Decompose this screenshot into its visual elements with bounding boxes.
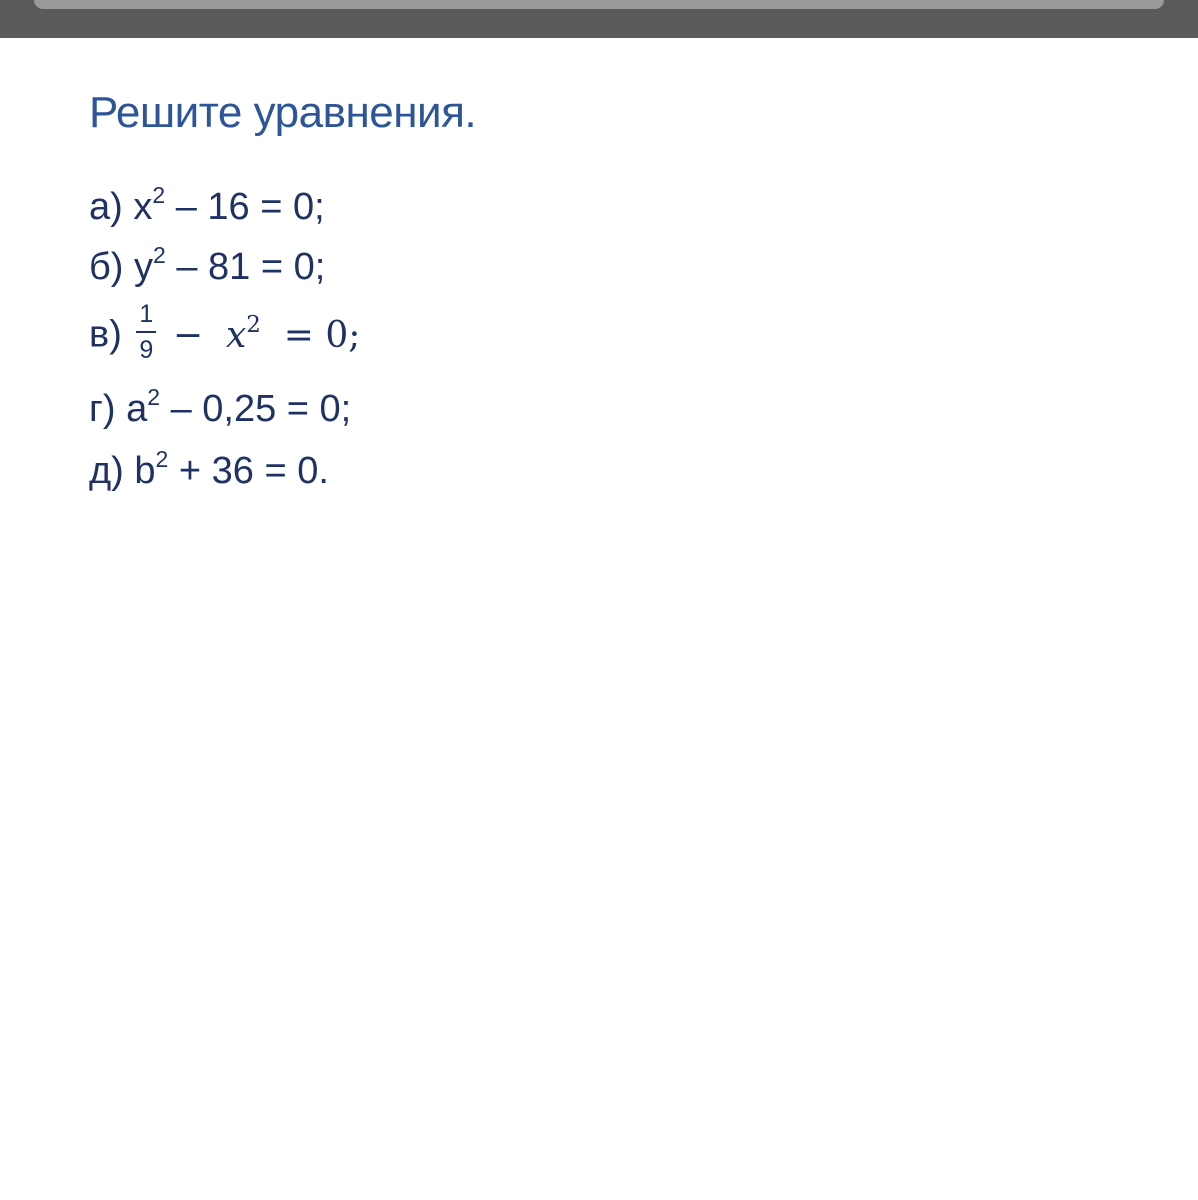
fraction-denominator: 9 bbox=[139, 336, 154, 364]
equation-label: б) bbox=[89, 246, 124, 288]
document-page bbox=[0, 38, 1198, 1200]
equation-variable: x bbox=[133, 186, 153, 228]
equation-exponent: 2 bbox=[152, 182, 166, 209]
equation-exponent: 2 bbox=[246, 311, 261, 338]
equation-variable: b bbox=[134, 450, 156, 492]
top-bar-handle bbox=[34, 0, 1164, 9]
equation-d bbox=[89, 446, 329, 493]
equation-v bbox=[89, 300, 361, 376]
fraction-numerator: 1 bbox=[139, 300, 154, 328]
equation-label: в) bbox=[89, 313, 122, 356]
equation-exponent: 2 bbox=[147, 384, 161, 411]
equation-rest: – 16 = 0; bbox=[165, 186, 325, 228]
equation-rest: = 0; bbox=[283, 314, 361, 356]
equation-exponent: 2 bbox=[152, 242, 166, 269]
equation-variable: y bbox=[133, 246, 153, 288]
equation-rest: – 81 = 0; bbox=[165, 246, 326, 288]
equation-g bbox=[89, 384, 352, 431]
equation-rest: – 0,25 = 0; bbox=[160, 388, 352, 430]
equation-variable: a bbox=[126, 388, 148, 430]
equation-b bbox=[89, 242, 326, 289]
page-title: Решите уравнения. bbox=[89, 88, 477, 137]
fraction-bar bbox=[136, 331, 156, 333]
equation-variable: x bbox=[225, 314, 247, 356]
equation-math bbox=[172, 311, 361, 356]
fraction bbox=[136, 302, 156, 363]
equation-minus: − bbox=[172, 314, 204, 356]
equation-label: г) bbox=[89, 388, 116, 430]
top-bar bbox=[0, 0, 1198, 38]
equation-label: д) bbox=[89, 450, 124, 492]
equation-a bbox=[89, 182, 325, 229]
equation-label: а) bbox=[89, 186, 123, 228]
equation-exponent: 2 bbox=[155, 446, 169, 473]
equation-rest: + 36 = 0. bbox=[168, 450, 329, 492]
